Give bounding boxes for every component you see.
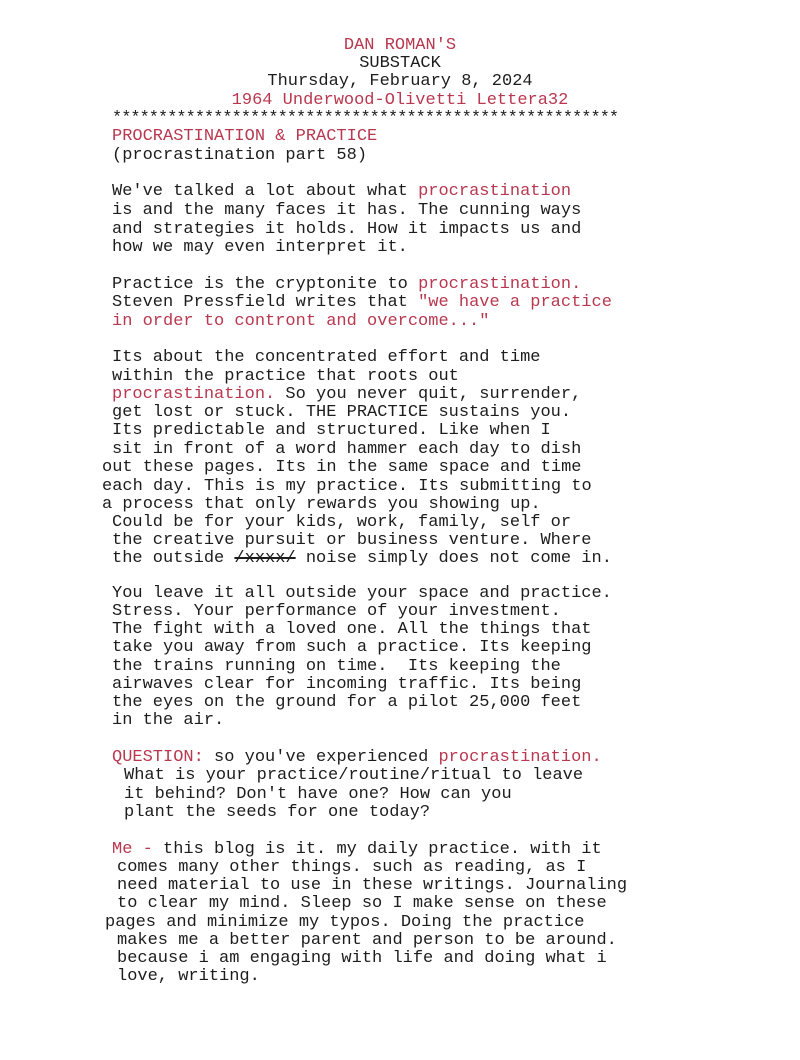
date-line: Thursday, February 8, 2024 [267, 72, 533, 91]
paragraph-3-line-2: within the practice that roots out [112, 367, 459, 386]
paragraph-2-line-1: Practice is the cryptonite to procrastination. [112, 275, 582, 294]
paragraph-4-line-3: The fight with a loved one. All the things that [112, 620, 592, 639]
paragraph-3-line-11: the creative pursuit or business venture. Where [112, 531, 592, 550]
paragraph-6-line-4: to clear my mind. Sleep so I make sense on these [117, 894, 607, 913]
paragraph-3-line-4: get lost or stuck. THE PRACTICE sustains you. [112, 403, 572, 422]
article-subtitle: (procrastination part 58) [112, 146, 368, 165]
author-line: DAN ROMAN'S [343, 36, 457, 55]
asterisk-divider: ******************************************************* [112, 109, 619, 128]
paragraph-3-line-1: Its about the concentrated effort and time [112, 348, 541, 367]
paragraph-6-line-3: need material to use in these writings. Journaling [117, 876, 628, 895]
paragraph-4-line-5: the trains running on time. Its keeping the [112, 657, 561, 676]
paragraph-5-line-1: QUESTION: so you've experienced procrastination. [112, 748, 602, 767]
paragraph-5-line-3: it behind? Don't have one? How can you [124, 785, 512, 804]
paragraph-6-line-5: pages and minimize my typos. Doing the practice [105, 913, 585, 932]
paragraph-3-line-12: the outside /xxxx/ noise simply does not come in. [112, 549, 612, 568]
paragraph-3-line-8: each day. This is my practice. Its submitting to [102, 477, 592, 496]
struck-out-word: /xxxx/ [234, 549, 296, 568]
paragraph-6-line-6: makes me a better parent and person to be around. [117, 931, 617, 950]
typewriter-line: 1964 Underwood-Olivetti Lettera32 [231, 91, 569, 110]
article-title: PROCRASTINATION & PRACTICE [112, 127, 378, 146]
paragraph-1-line-2: is and the many faces it has. The cunning ways [112, 201, 582, 220]
paragraph-4-line-1: You leave it all outside your space and practice. [112, 584, 612, 603]
paragraph-4-line-8: in the air. [112, 711, 225, 730]
paragraph-4-line-6: airwaves clear for incoming traffic. Its being [112, 675, 582, 694]
paragraph-6-line-8: love, writing. [117, 967, 260, 986]
paragraph-5-line-2: What is your practice/routine/ritual to leave [124, 766, 584, 785]
paragraph-3-line-9: a process that only rewards you showing up. [102, 495, 541, 514]
paragraph-2-line-3: in order to contront and overcome..." [112, 312, 490, 331]
paragraph-3-line-3: procrastination. So you never quit, surrender, [112, 385, 582, 404]
paragraph-1-line-3: and strategies it holds. How it impacts us and [112, 220, 582, 239]
paragraph-3-line-6: sit in front of a word hammer each day to dish [112, 440, 582, 459]
paragraph-3-line-5: Its predictable and structured. Like when I [112, 421, 551, 440]
paragraph-5-line-4: plant the seeds for one today? [124, 803, 431, 822]
paragraph-6-line-7: because i am engaging with life and doing what i [117, 949, 607, 968]
paragraph-1-line-1: We've talked a lot about what procrastination [112, 182, 572, 201]
publication-line: SUBSTACK [359, 54, 441, 73]
paragraph-2-line-2: Steven Pressfield writes that "we have a practice [112, 293, 612, 312]
paragraph-4-line-2: Stress. Your performance of your investment. [112, 602, 561, 621]
paragraph-4-line-7: the eyes on the ground for a pilot 25,000 feet [112, 693, 582, 712]
paragraph-3-line-7: out these pages. Its in the same space and time [102, 458, 582, 477]
paragraph-1-line-4: how we may even interpret it. [112, 238, 408, 257]
paragraph-6-line-2: comes many other things. such as reading, as I [117, 858, 587, 877]
paragraph-6-line-1: Me - this blog is it. my daily practice. with it [112, 840, 602, 859]
paragraph-4-line-4: take you away from such a practice. Its keeping [112, 638, 592, 657]
paragraph-3-line-10: Could be for your kids, work, family, self or [112, 513, 572, 532]
